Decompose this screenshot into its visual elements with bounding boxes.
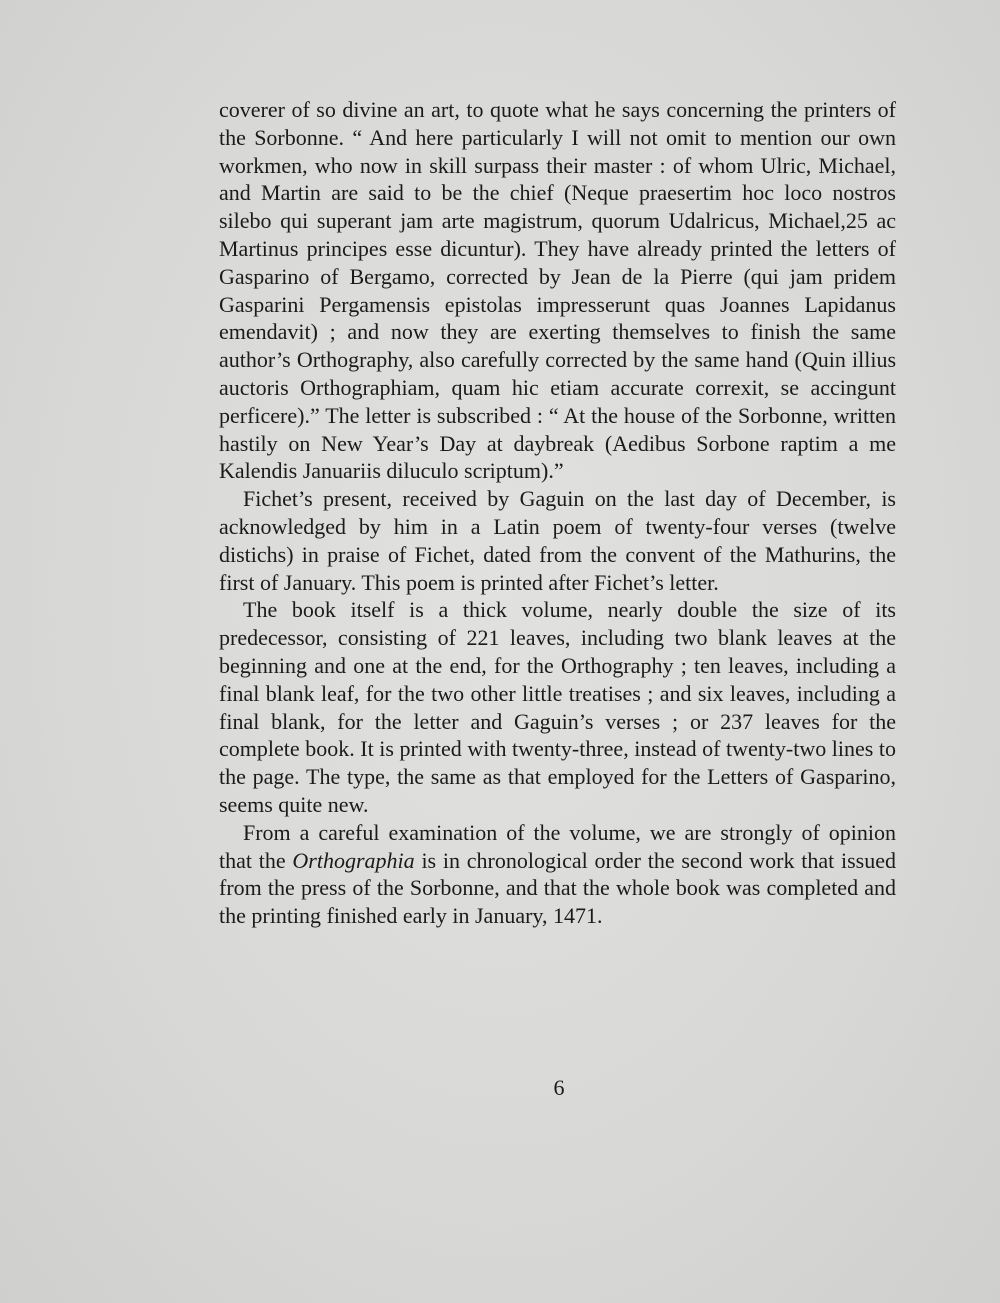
paragraph-4-italic-title: Orthographia (292, 847, 415, 873)
paragraph-1: coverer of so divine an art, to quote what he says concerning the printers of the Sorbonne. “ And here particularly I will not omit to mention our own workmen, who now in skill surpass their master : of whom Ulric, Michael, and Martin are said to be the chief (Neque praesertim hoc loco nostros silebo qui superant jam arte magistrum, quorum Udalricus, Michael,25 ac Martinus principes esse dicuntur). They have already printed the letters of Gasparino of Bergamo, corrected by Jean de la Pierre (qui jam pridem Gasparini Pergamensis epistolas impresserunt quas Joannes Lapidanus emendavit) ; and now they are exerting themselves to finish the same author’s Orthography, also carefully corrected by the same hand (Quin illius auctoris Orthographiam, quam hic etiam accurate correxit, se accingunt perficere).” The letter is subscribed : “ At the house of the Sorbonne, written hastily on New Year’s Day at daybreak (Aedibus Sorbone raptim a me Kalendis Januariis diluculo scriptum).” (219, 97, 896, 484)
paragraph-2: Fichet’s present, received by Gaguin on the last day of December, is acknowledged by him in a Latin poem of twenty-four verses (twelve distichs) in praise of Fichet, dated from the convent of the Mathurins, the first of January. This poem is printed after Fichet’s letter. (219, 486, 896, 595)
page-number: 6 (553, 1075, 565, 1100)
body-text (219, 96, 896, 930)
paragraph-4-part-2: is in chronological order the second work that issued from the press of the Sorbonne, and that the whole book was completed and the printing finished early in January, 1471. (219, 847, 896, 929)
paragraph-4 (219, 819, 896, 930)
paragraph-4-part-1: From a careful examination of the volume, we are strongly of opinion that the (219, 819, 896, 873)
paragraph-3: The book itself is a thick volume, nearly double the size of its predecessor, consisting of 221 leaves, including two blank leaves at the beginning and one at the end, for the Orthography ; ten leaves, including a final blank leaf, for the two other little treatises ; and six leaves, including a final blank, for the letter and Gaguin’s verses ; or 237 leaves for the complete book. It is printed with twenty-three, instead of twenty-two lines to the page. The type, the same as that employed for the Letters of Gasparino, seems quite new. (219, 597, 896, 817)
